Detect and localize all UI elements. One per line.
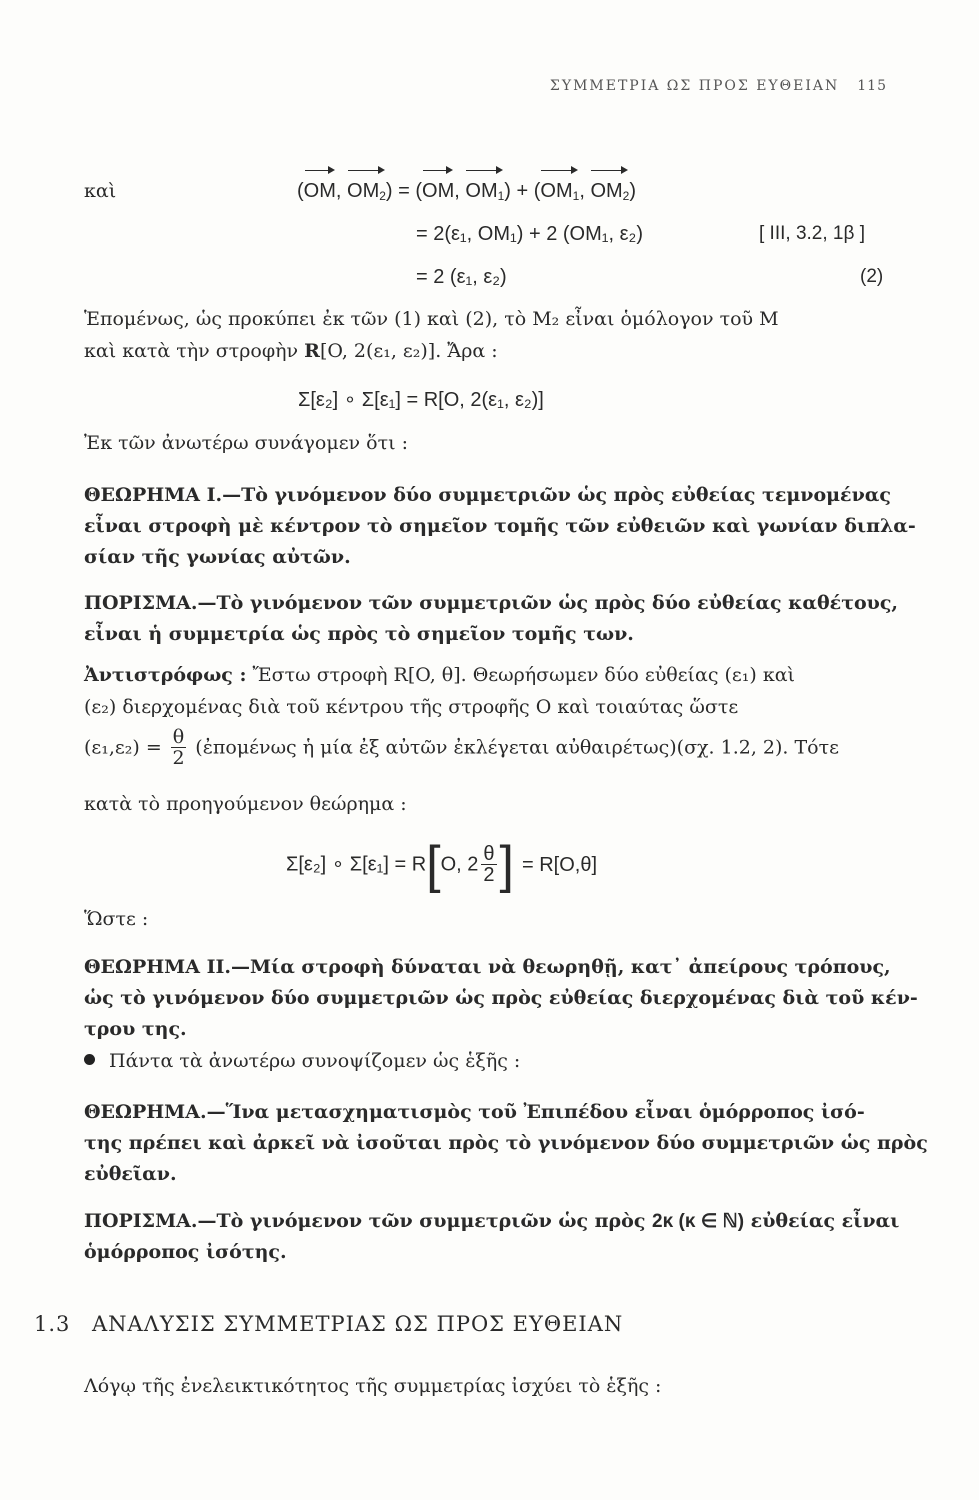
section-number: 1.3 [34,1312,71,1336]
corollary2-text-b: 2κ (κ ∈ ℕ) [652,1211,745,1232]
converse-text1: Ἔστω στροφὴ R[O, θ]. Θεωρήσωμεν δύο εὐθείας (ε₁) καὶ [246,664,795,686]
corollary1-line2: εἶναι ἡ συμμετρία ὡς πρὸς τὸ σημεῖον τομῆς των. [84,623,634,645]
corollary2-text-c: εὐθείας εἶναι [744,1210,900,1232]
theorem3-line1 [84,1101,865,1123]
running-header [550,78,887,94]
converse-line3-b: (ἐπομένως ἡ μία ἐξ αὐτῶν ἐκλέγεται αὐθαιρέτως)(σχ. 1.2, 2). Τότε [189,736,839,759]
corollary1-label: ΠΟΡΙΣΜΑ. [84,592,198,614]
eq3 [286,835,598,894]
theorem3-line3: εὐθεῖαν. [84,1163,177,1185]
theta-half-fraction [171,727,186,768]
theorem1-label: ΘΕΩΡΗΜΑ Ι. [84,484,223,506]
eq1-prefix: καὶ [84,180,117,202]
converse-line2: (ε₂) διερχομένας διὰ τοῦ κέντρου τῆς στροφῆς O καὶ τοιαύτας ὥστε [84,696,739,718]
converse-line3-a: (ε₁,ε₂) = [84,736,168,759]
para1-line1: Ἑπομένως, ὡς προκύπει ἐκ τῶν (1) καὶ (2), τὸ M₂ εἶναι ὁμόλογον τοῦ M [84,308,779,330]
eq1-line1: (OM, $OM_2) = (OM$, $OM_1) + (OM_1$, $OM_2$) [297,180,637,203]
para2: Ἐκ τῶν ἀνωτέρω συνάγομεν ὅτι : [84,432,408,454]
corollary2-line1 [84,1210,899,1233]
eq3-inner: O, 2 [440,853,479,876]
fraction-numerator: θ [172,726,185,748]
corollary1-line1 [84,592,898,614]
bullet-text: Πάντα τὰ ἀνωτέρω συνοψίζομεν ὡς ἑξῆς : [109,1050,521,1072]
theorem1-line2: εἶναι στροφὴ μὲ κέντρον τὸ σημεῖον τομῆς τῶν εὐθειῶν καὶ γωνίαν διπλα- [84,515,916,537]
corollary1-text1: —Τὸ γινόμενον τῶν συμμετριῶν ὡς πρὸς δύο εὐθείας καθέτους, [197,592,899,614]
theorem2-line2: ὡς τὸ γινόμενον δύο συμμετριῶν ὡς πρὸς εὐθείας διερχομένας διὰ τοῦ κέν- [84,987,918,1009]
theorem1-line3: σίαν τῆς γωνίας αὐτῶν. [84,546,351,568]
left-bracket: [ [426,835,441,894]
theorem2-text1: —Μία στροφὴ δύναται νὰ θεωρηθῇ, κατ᾿ ἀπείρους τρόπους, [230,956,891,978]
para1-line2 [84,340,498,362]
converse-line3 [84,727,839,768]
eq2: Σ[ε₂] ∘ Σ[ε₁] = R[O, 2(ε₁, ε₂)] [298,389,544,411]
page-number: 115 [857,78,887,94]
theorem1-line1 [84,484,891,506]
para3: Ὥστε : [84,908,149,930]
eq1-tag: (2) [860,266,884,287]
converse-line1 [84,664,795,686]
para1-line2-R: R [304,340,320,362]
eq1-reference: [ III, 3.2, 1β ] [759,223,865,244]
corollary2-label: ΠΟΡΙΣΜΑ. [84,1210,198,1232]
eq1-line2: = 2(ε₁, OM₁) + 2 (OM₁, ε₂) [416,223,643,245]
converse-line4: κατὰ τὸ προηγούμενον θεώρημα : [84,793,407,815]
eq3-lhs: Σ[ε₂] ∘ Σ[ε₁] = R [286,853,427,876]
eq3-numerator: θ [483,843,495,866]
fraction-denominator: 2 [172,747,185,769]
section-title: ΑΝΑΛΥΣΙΣ ΣΥΜΜΕΤΡΙΑΣ ΩΣ ΠΡΟΣ ΕΥΘΕΙΑΝ [92,1312,624,1336]
theorem3-text1: —Ἵνα μετασχηματισμὸς τοῦ Ἐπιπέδου εἶναι ὁμόρροπος ἰσό- [206,1101,865,1123]
theorem2-line1 [84,956,891,978]
eq1-line3: = 2 (ε₁, ε₂) [416,266,507,288]
eq3-fraction [481,844,496,885]
theorem3-label: ΘΕΩΡΗΜΑ. [84,1101,207,1123]
bullet-line [84,1050,520,1072]
para1-line2-c: [O, 2(ε₁, ε₂)]. Ἄρα : [319,340,498,362]
theorem2-label: ΘΕΩΡΗΜΑ ΙΙ. [84,956,231,978]
theorem3-line2: της πρέπει καὶ ἀρκεῖ νὰ ἰσοῦται πρὸς τὸ γινόμενον δύο συμμετριῶν ὡς πρὸς [84,1132,928,1154]
bullet-icon [84,1054,95,1065]
running-title: ΣΥΜΜΕΤΡΙΑ ΩΣ ΠΡΟΣ ΕΥΘΕΙΑΝ [549,78,840,94]
theorem2-line3: τρου της. [84,1018,187,1040]
corollary2-line2: ὁμόρροπος ἰσότης. [84,1241,287,1263]
eq3-denominator: 2 [483,864,495,887]
theorem1-text1: —Τὸ γινόμενον δύο συμμετριῶν ὡς πρὸς εὐθείας τεμνομένας [222,484,891,506]
converse-label: Ἀντιστρόφως : [84,664,247,686]
corollary2-text-a: —Τὸ γινόμενον τῶν συμμετριῶν ὡς πρὸς [197,1210,653,1232]
eq3-rhs: = R[O,θ] [522,853,598,876]
right-bracket: ] [499,835,514,894]
closing-line: Λόγῳ τῆς ἐνελεικτικότητος τῆς συμμετρίας ἰσχύει τὸ ἑξῆς : [84,1375,662,1397]
para1-line2-a: καὶ κατὰ τὴν στροφὴν [84,340,305,362]
